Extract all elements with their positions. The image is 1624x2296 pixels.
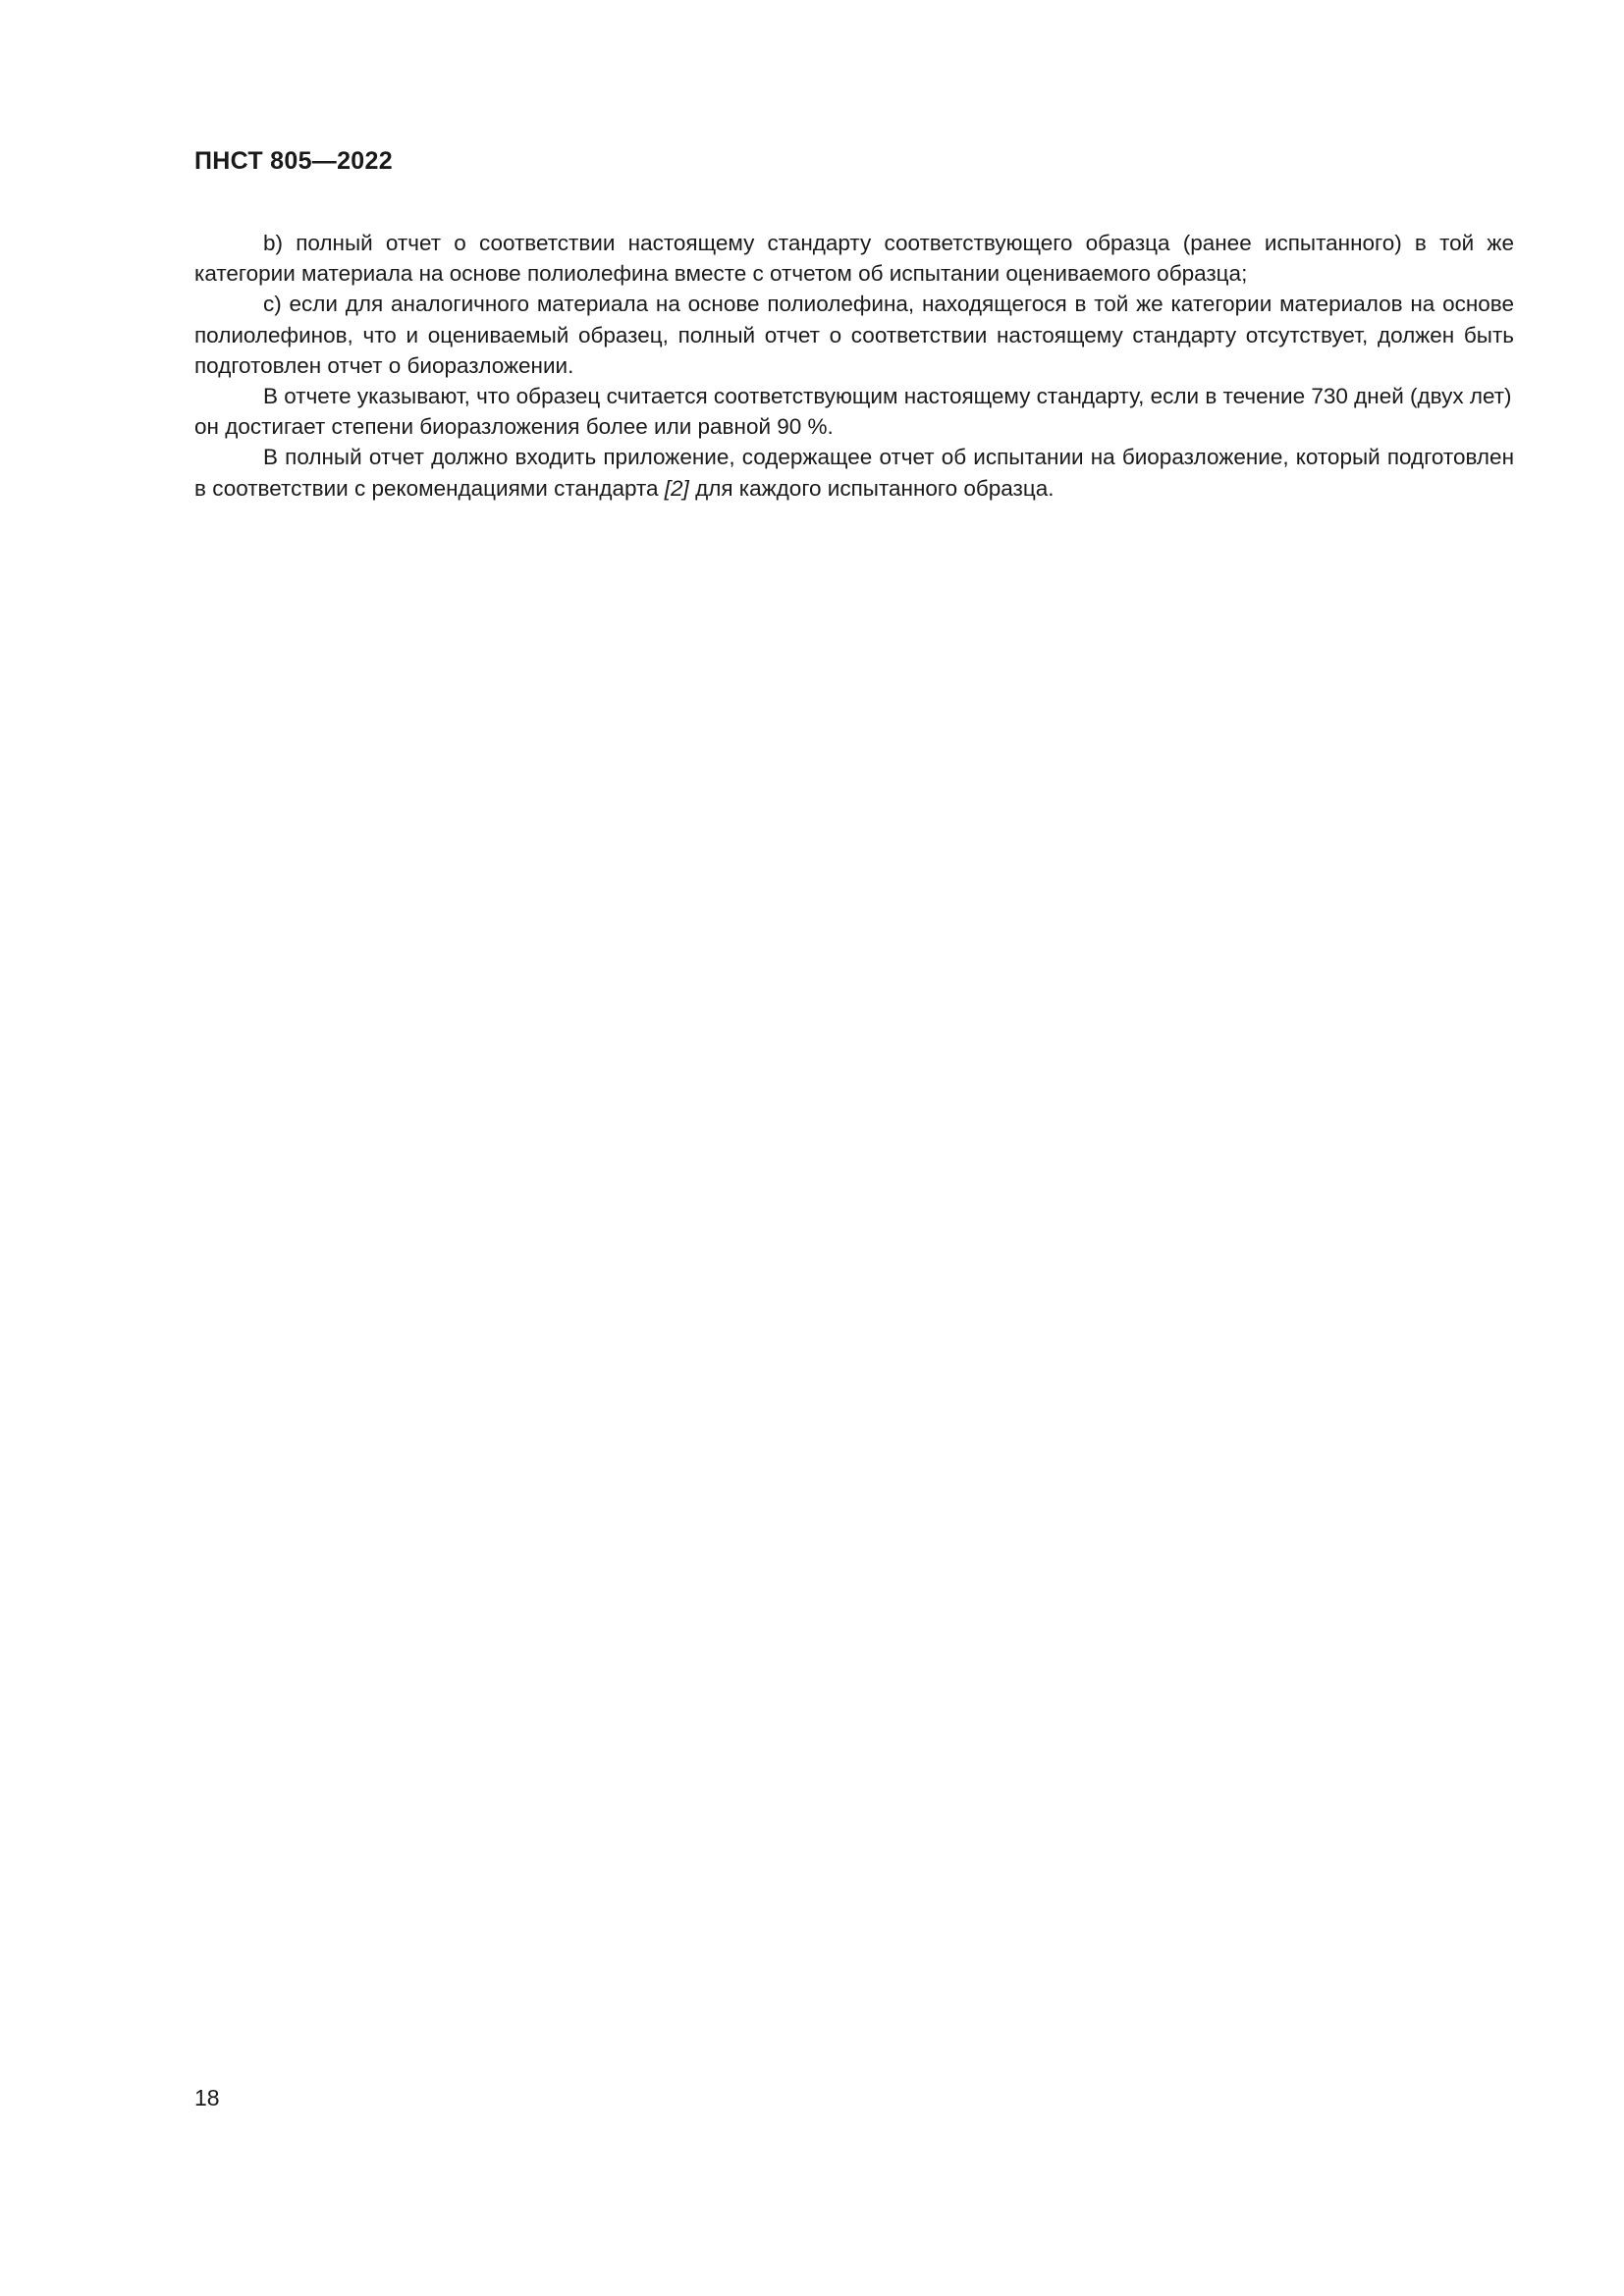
paragraph-c: c) если для аналогичного материала на основе полиолефина, находящегося в той же категории материалов на основе полиолефинов, что и оцениваемый образец, полный отчет о соответствии настоящему стандарту отсутствует, должен быть подготовлен отчет о биоразложении. — [194, 292, 1514, 378]
paragraph-report-criteria: В отчете указывают, что образец считается соответствующим настоящему стандарту, если в течение 730 дней (двух лет) он достигает степени биоразложения более или равной 90 %. — [194, 384, 1512, 440]
paragraph-report-appendix-text-end: для каждого испытанного образца. — [688, 475, 1055, 501]
document-header-code: ПНСТ 805—2022 — [194, 147, 393, 175]
page-number: 18 — [194, 2085, 220, 2110]
reference-link[interactable]: [2] — [664, 475, 689, 501]
paragraph-b: b) полный отчет о соответствии настоящему стандарту соответствующего образца (ранее испытанного) в той же категории материала на основе полиолефина вместе с отчетом об испытании оцениваемого образца; — [194, 231, 1514, 287]
document-body — [194, 228, 1514, 504]
paragraph-report-appendix — [194, 442, 1514, 503]
paragraph-report-appendix-text-start: В полный отчет должно входить приложение, содержащее отчет об испытании на биоразложение, который подготовлен в соответствии с рекомендациями стандарта — [194, 445, 1514, 501]
